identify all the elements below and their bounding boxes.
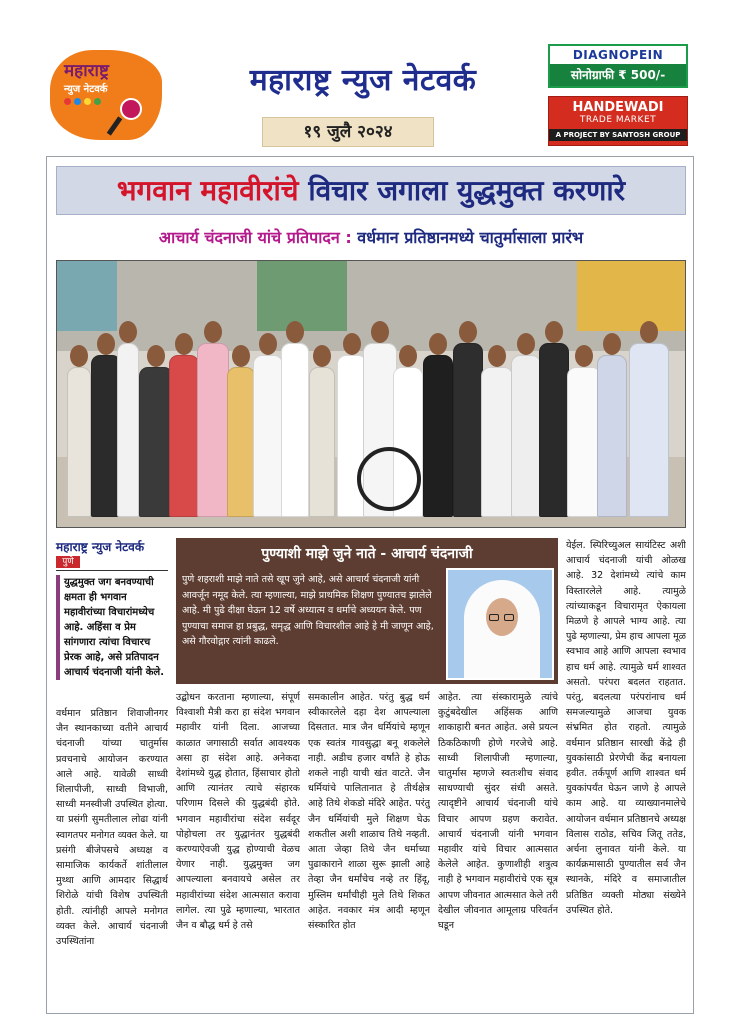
- photo-person: [281, 321, 309, 525]
- subhead-part-a: आचार्य चंदनाजी यांचे प्रतिपादन :: [158, 228, 352, 247]
- logo-dot: [84, 98, 91, 105]
- person-head: [603, 333, 621, 355]
- photo-person: [453, 321, 483, 525]
- portrait-glasses: [504, 614, 514, 621]
- microphone-icon: [120, 98, 142, 120]
- diagnopein-ad[interactable]: [548, 44, 688, 88]
- photo-person: [253, 333, 283, 525]
- person-body: [597, 355, 627, 517]
- photo-person: [423, 333, 453, 525]
- person-head: [517, 333, 535, 355]
- body-column-5: येईल. स्पिरिच्युअल सायंटिस्ट अशी आचार्य चंदनाजी यांची ओळख आहे. 32 देशांमध्ये त्यांचे काम विस्तारलेले आहे. त्यामुळे त्यांच्याकडून विचारामृत ऐकायला मिळणे हे आपले भाग्य आहे. त्या पुढे म्हणाल्या, प्रेम हाच आपला मूळ स्वभाव आहे आणि आपला स्वभाव हाच धर्म आहे. त्यामुळे धर्म शाश्वत असतो. परंपरा बदलत राहतात. परंतु, बदलत्या परंपरांनाच धर्म समजल्यामुळे आजचा युवक संभ्रमित होत राहतो. त्यामुळे वर्धमान प्रतिष्ठान सारखी केंद्रे ही युवकांसाठी प्रेरणेची केंद्र बनायला हवीत. तर्कपूर्ण आणि शाश्वत धर्म युवकांपर्यंत घेऊन जाणे हे आपले काम आहे. या व्याख्यानमालेचे आयोजन वर्धमान प्रतिष्ठानचे अध्यक्ष विलास राठोड, सचिव जितू ततेड, अर्चना लुनावत यांनी केले. या कार्यक्रमासाठी पुण्यातील सर्व जैन स्थानके, मंदिरे व समाजातील प्रतिष्ठित व्यक्ती मोठ्या संख्येने उपस्थित होते.: [566, 540, 686, 916]
- person-body: [169, 355, 199, 517]
- person-body: [423, 355, 453, 517]
- person-head: [371, 321, 389, 343]
- photo-person: [629, 321, 669, 525]
- person-head: [545, 321, 563, 343]
- subhead-part-b: वर्धमान प्रतिष्ठानमध्ये चातुर्मासाला प्रारंभ: [357, 228, 584, 247]
- person-head: [313, 345, 331, 367]
- person-head: [488, 345, 506, 367]
- person-body: [253, 355, 283, 517]
- person-head: [259, 333, 277, 355]
- person-head: [232, 345, 250, 367]
- headline-red-part: भगवान महावीरांचे: [116, 174, 299, 207]
- article-subhead: [56, 226, 686, 248]
- person-head: [429, 333, 447, 355]
- person-body: [453, 343, 483, 517]
- person-body: [567, 367, 601, 517]
- diagnopein-brand: DIAGNOPEIN: [572, 48, 664, 62]
- person-body: [539, 343, 569, 517]
- article-summary: युद्धमुक्त जग बनवण्याची क्षमता ही भगवान महावीरांच्या विचारांमध्येच आहे. अहिंसा व प्रेम सांगणारा त्यांचा विचारच प्रेरक आहे, असे प्रतिपादन आचार्य चंदनाजी यांनी केले.: [56, 575, 168, 680]
- person-head: [286, 321, 304, 343]
- person-body: [511, 355, 541, 517]
- article-headline: [56, 166, 686, 215]
- wheelchair: [357, 447, 421, 511]
- divider: [56, 570, 168, 571]
- highlight-box-text: पुणे शहराशी माझे नाते तसे खूप जुने आहे, असे आचार्य चंदनाजी यांनी आवर्जून नमूद केले. त्या म्हणाल्या, माझे प्राथमिक शिक्षण पुण्यातच झालेले आहे. मी पुढे दीक्षा घेऊन 12 वर्षे अध्यात्म व धर्माचे अध्ययन केले. पण पुण्याचा समाज हा प्रबुद्ध, समृद्ध आणि विचारशील आहे हे मी जाणून आहे, असे गौरवोद्गार त्यांनी काढले.: [182, 574, 434, 647]
- highlight-box: [176, 538, 558, 684]
- person-head: [640, 321, 658, 343]
- city-tag: पुणे: [56, 556, 80, 568]
- handewadi-tagline: A PROJECT BY SANTOSH GROUP: [549, 129, 687, 141]
- logo-text-line2: न्युज नेटवर्क: [64, 84, 108, 95]
- diagnopein-offer: सोनोग्राफी ₹ 500/-: [550, 64, 686, 86]
- photo-person: [597, 333, 627, 525]
- photo-person: [117, 321, 139, 525]
- photo-person: [139, 345, 173, 525]
- body-column-4: आहेत. त्या संस्कारामुळे त्यांचे कुटुंबदेखील अहिंसक आणि शाकाहारी बनत आहेत. असे प्रयत्न ठिकठिकाणी होणे गरजेचे आहे. साध्वी शिलापीजी म्हणाल्या, चातुर्मास म्हणजे स्वतःशीच संवाद साधण्याची सुंदर संधी असते. त्यादृष्टीने आचार्य चंदनाजी यांचे विचार आपण ग्रहण करावेत. आचार्य चंदनाजी यांनी भगवान महावीर यांचे विचार आत्मसात केलेले आहेत. कुणाशीही शत्रुत्व नाही हे भगवान महावीरांचे एक सूत्र आपण जीवनात आत्मसात केले तरी देखील जीवनात आमूलाग्र परिवर्तन घडून: [438, 692, 558, 932]
- group-photo: [56, 260, 686, 528]
- handewadi-sub: TRADE MARKET: [579, 115, 657, 125]
- photo-person: [567, 345, 601, 525]
- person-body: [117, 343, 139, 517]
- person-body: [227, 367, 255, 517]
- photo-person: [197, 321, 229, 525]
- photo-window: [57, 261, 117, 331]
- logo-dot: [74, 98, 81, 105]
- person-head: [175, 333, 193, 355]
- photo-person: [539, 321, 569, 525]
- body-column-2: उद्बोधन करताना म्हणाल्या, संपूर्ण विश्वाशी मैत्री करा हा संदेश भगवान महावीर यांनी दिला. आजच्या काळात जगासाठी सर्वात आवश्यक असा हा संदेश आहे. अनेकदा देशांमध्ये युद्ध होतात, हिंसाचार होतो आणि त्यानंतर त्याचे संहारक परिणाम दिसले की युद्धबंदी होते. भगवान महावीरांचा संदेश सर्वदूर पोहोचला तर युद्धानंतर युद्धबंदी करण्याऐवजी युद्ध होण्याची वेळच येणार नाही. युद्धमुक्त जग आपल्याला बनवायचे असेल तर महावीरांच्या संदेश आत्मसात करावा लागेल. त्या पुढे म्हणाल्या, भारतात जैन व बौद्ध धर्म हे तसे: [176, 692, 300, 932]
- photo-person: [169, 333, 199, 525]
- brand-logo: [50, 50, 162, 140]
- person-body: [629, 343, 669, 517]
- person-head: [459, 321, 477, 343]
- logo-color-dots: [64, 98, 101, 105]
- portrait-glasses: [489, 614, 499, 621]
- body-column-1: वर्धमान प्रतिष्ठान शिवाजीनगर जैन स्थानकाच्या वतीने आचार्य चंदनाजी यांच्या चातुर्मास प्रवचनाचे आयोजन करण्यात आले आहे. यावेळी साध्वी शिलापीजी, साध्वी विभाजी, साध्वी मनस्वीजी उपस्थित होत्या. या प्रसंगी सुमतीलाल लोढा यांनी स्वागतपर मनोगत व्यक्त केले. या प्रसंगी बीजेपसचे अध्यक्ष व सामाजिक कार्यकर्ते शांतीलाल मुथ्था आणि आमदार सिद्धार्थ शिरोळे यांची विशेष उपस्थिती होती. त्यांनीही आपले मनोगत व्यक्त केले. आचार्य चंदनाजी उपस्थितांना: [56, 708, 168, 948]
- person-body: [309, 367, 335, 517]
- headline-blue-part: विचार जगाला युद्धमुक्त करणारे: [308, 174, 626, 207]
- person-head: [70, 345, 88, 367]
- person-head: [147, 345, 165, 367]
- body-column-3: समकालीन आहेत. परंतु बुद्ध धर्म स्वीकारलेले दहा देश आपल्याला दिसतात. मात्र जैन धर्मियांचे म्हणून एक स्वतंत्र गावसुद्धा बनू शकलेले नाही. अडीच हजार वर्षांते हे होऊ शकले नाही याची खंत वाटते. जैन धर्मियांचे पालितानात हे तीर्थक्षेत्र आहे तिथे शेकडो मंदिरे आहेत. परंतु जैन धर्मियांची मुले शिक्षण घेऊ शकतील अशी शाळाच तिथे नव्हती. आता जेव्हा तिथे जैन धर्माच्या पुढाकाराने शाळा सुरू झाली आहे तेव्हा जैन धर्मांचेच नव्हे तर हिंदू, मुस्लिम धर्मांचीही मुले तिथे शिकत आहेत. नवकार मंत्र आदी म्हणून संस्कारित होत: [308, 692, 430, 932]
- person-body: [281, 343, 309, 517]
- handewadi-ad[interactable]: [548, 96, 688, 146]
- person-head: [343, 333, 361, 355]
- photo-person: [227, 345, 255, 525]
- byline: महाराष्ट्र न्युज नेटवर्क: [56, 540, 145, 554]
- logo-dot: [64, 98, 71, 105]
- handewadi-name: HANDEWADI: [572, 100, 664, 115]
- photo-person: [67, 345, 91, 525]
- masthead-title: महाराष्ट्र न्युज नेटवर्क: [249, 63, 477, 98]
- person-head: [204, 321, 222, 343]
- acharya-portrait: [446, 568, 554, 680]
- person-head: [97, 333, 115, 355]
- person-head: [575, 345, 593, 367]
- logo-dot: [94, 98, 101, 105]
- person-body: [197, 343, 229, 517]
- highlight-box-title: पुण्याशी माझे जुने नाते - आचार्य चंदनाजी: [261, 546, 473, 562]
- person-head: [399, 345, 417, 367]
- photo-person: [511, 333, 541, 525]
- person-body: [481, 367, 513, 517]
- person-body: [67, 367, 91, 517]
- photo-person: [481, 345, 513, 525]
- photo-person: [309, 345, 335, 525]
- logo-text-line1: महाराष्ट्र: [64, 61, 109, 81]
- person-body: [139, 367, 173, 517]
- person-head: [119, 321, 137, 343]
- publication-date: १९ जुलै २०२४: [262, 117, 434, 147]
